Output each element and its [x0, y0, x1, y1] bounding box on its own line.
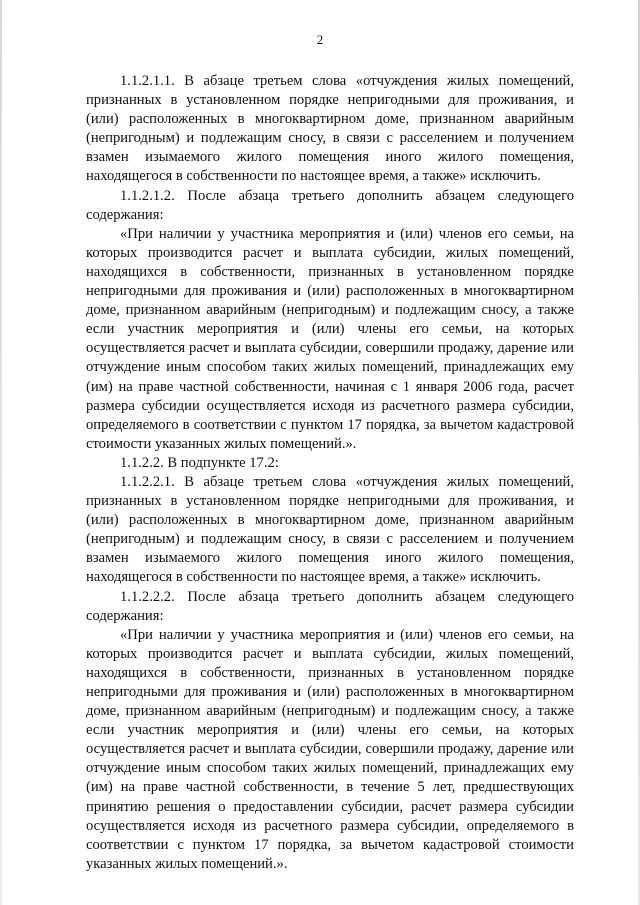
scan-left-edge [0, 0, 2, 905]
document-body [86, 72, 574, 874]
paragraph-1-1-2-1-1: 1.1.2.1.1. В абзаце третьем слова «отчуждения жилых помещений, признанных в установленном порядке непригодными для проживания, и (или) расположенных в многоквартирном доме, признанном аварийным (непригодным) и подлежащим сносу, в связи с расселением и получением взамен изымаемого жилого помещения иного жилого помещения, находящегося в собственности по настоящее время, а также» исключить. [86, 73, 574, 185]
paragraph-1-1-2-2-2: 1.1.2.2.2. После абзаца третьего дополнить абзацем следующего содержания: [86, 588, 574, 624]
paragraph-insert-text-2: «При наличии у участника мероприятия и (или) членов его семьи, на которых производится расчет и выплата субсидии, жилых помещений, находящихся в собственности, признанных в установленном порядке непригодными для проживания и (или) расположенных в многоквартирном доме, признанном аварийным (непригодным) и подлежащим сносу, а также если участник мероприятия и (или) члены его семьи, на которых осуществляется расчет и выплата субсидии, совершили продажу, дарение или отчуждение иным способом таких жилых помещений, принадлежащих ему (им) на праве частной собственности, в течение 5 лет, предшествующих принятию решения о предоставлении субсидии, расчет размера субсидии осуществляется исходя из расчетного размера субсидии, определяемого в соответствии с пунктом 17 порядка, за вычетом кадастровой стоимости указанных жилых помещений.». [86, 626, 574, 872]
paragraph-1-1-2-1-2: 1.1.2.1.2. После абзаца третьего дополнить абзацем следующего содержания: [86, 187, 574, 223]
paragraph-1-1-2-2: 1.1.2.2. В подпункте 17.2: [120, 454, 279, 471]
page-number: 2 [316, 32, 324, 47]
paragraph-insert-text-1: «При наличии у участника мероприятия и (или) членов его семьи, на которых производится расчет и выплата субсидии, жилых помещений, находящихся в собственности, признанных в установленном порядке непригодными для проживания и (или) расположенных в многоквартирном доме, признанном аварийным (непригодным) и подлежащим сносу, а также если участник мероприятия и (или) члены его семьи, на которых осуществляется расчет и выплата субсидии, совершили продажу, дарение или отчуждение иным способом таких жилых помещений, принадлежащих ему (им) на праве частной собственности, начиная с 1 января 2006 года, расчет размера субсидии осуществляется исходя из расчетного размера субсидии, определяемого в соответствии с пунктом 17 порядка, за вычетом кадастровой стоимости указанных жилых помещений.». [86, 225, 574, 452]
paragraph-1-1-2-2-1: 1.1.2.2.1. В абзаце третьем слова «отчуждения жилых помещений, признанных в установленном порядке непригодными для проживания, и (или) расположенных в многоквартирном доме, признанном аварийным (непригодным) и подлежащим сносу, в связи с расселением и получением взамен изымаемого жилого помещения иного жилого помещения, находящегося в собственности по настоящее время, а также» исключить. [86, 473, 574, 586]
